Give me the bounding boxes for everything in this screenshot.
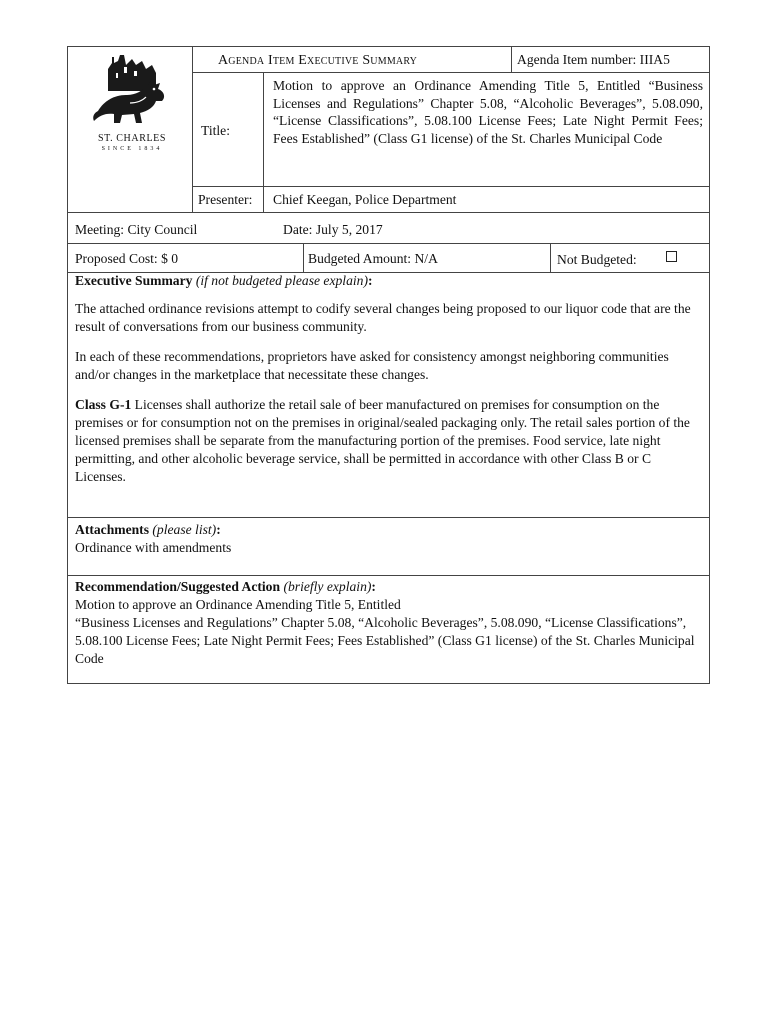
executive-summary-heading: [75, 272, 703, 290]
class-g1-label: Class G-1: [75, 397, 132, 412]
recommendation-heading: [75, 578, 703, 596]
attachments-colon: :: [216, 522, 221, 537]
executive-summary-title: Executive Summary: [75, 273, 193, 288]
budgeted-amount: Budgeted Amount: N/A: [308, 251, 438, 266]
divider-recommendation: [68, 575, 710, 576]
fox-logo-icon: [90, 51, 174, 125]
summary-paragraph-1: The attached ordinance revisions attempt to codify several changes being proposed to our liquor code that are the result of conversations from our business community.: [75, 301, 691, 334]
meeting-field: Meeting: City Council: [75, 222, 198, 237]
recommendation-colon: :: [371, 579, 376, 594]
executive-summary-section: [75, 272, 703, 486]
executive-summary-colon: :: [367, 273, 373, 288]
title-value: Motion to approve an Ordinance Amending Title 5, Entitled “Business Licenses and Regulations” Chapter 5.08, “Alcoholic Beverages”, 5.08.090, “License Classifications”, 5.08.100 License Fees; Late Night Permit Fees; Fees Established” (Class G1 license) of the St. Charles Municipal Code: [273, 78, 703, 146]
divider-presenter: [192, 186, 710, 187]
recommendation-line-1: Motion to approve an Ordinance Amending Title 5, Entitled: [75, 597, 401, 612]
divider-cost: [68, 243, 710, 244]
form-title: Agenda Item Executive Summary: [218, 53, 418, 68]
attachments-text: Ordinance with amendments: [75, 540, 232, 555]
not-budgeted-label: Not Budgeted:: [557, 252, 637, 267]
attachments-heading: [75, 521, 703, 539]
divider-notbudget: [550, 243, 551, 272]
logo-tagline: SINCE 1834: [101, 146, 163, 152]
presenter-label: Presenter:: [198, 192, 253, 207]
attachments-note: (please list): [152, 522, 217, 537]
divider-budget: [303, 243, 304, 272]
proposed-cost: Proposed Cost: $ 0: [75, 251, 179, 266]
attachments-section: [75, 521, 703, 557]
divider-header: [192, 72, 710, 73]
recommendation-section: [75, 578, 703, 668]
city-logo: [90, 51, 174, 151]
attachments-title: Attachments: [75, 522, 149, 537]
not-budgeted-checkbox[interactable]: [666, 251, 677, 262]
title-label: Title:: [201, 123, 230, 138]
divider-agenda: [511, 47, 512, 72]
date-field: Date: July 5, 2017: [283, 222, 383, 237]
summary-paragraph-3: [75, 396, 703, 486]
executive-summary-note: (if not budgeted please explain): [195, 273, 368, 288]
executive-summary-form: [67, 46, 710, 684]
divider-label: [263, 72, 264, 212]
divider-meeting: [68, 212, 710, 213]
summary-paragraph-2: In each of these recommendations, proprietors have asked for consistency amongst neighboring communities and/or changes in the marketplace that necessitate these changes.: [75, 349, 669, 382]
recommendation-note: (briefly explain): [283, 579, 372, 594]
recommendation-title: Recommendation/Suggested Action: [75, 579, 281, 594]
presenter-value: Chief Keegan, Police Department: [273, 192, 457, 207]
agenda-item-number: Agenda Item number: IIIA5: [517, 52, 670, 67]
class-g1-text: Licenses shall authorize the retail sale of beer manufactured on premises for consumption on the premises or for consumption not on the premises in original/sealed packaging only. The retail sales portion of the licensed premises shall be separate from the manufacturing portion of the premises. Food service, late night permitting, and other alcoholic beverage service, shall be permitted in accordance with other Class B or C Licenses.: [75, 397, 690, 484]
recommendation-line-2: “Business Licenses and Regulations” Chapter 5.08, “Alcoholic Beverages”, 5.08.090, “License Classifications”, 5.08.100 License Fees; Late Night Permit Fees; Fees Established” (Class G1 license) of the St. Charles Municipal Code: [75, 615, 695, 666]
divider-attachments: [68, 517, 710, 518]
logo-city-name: ST. CHARLES: [97, 133, 167, 144]
